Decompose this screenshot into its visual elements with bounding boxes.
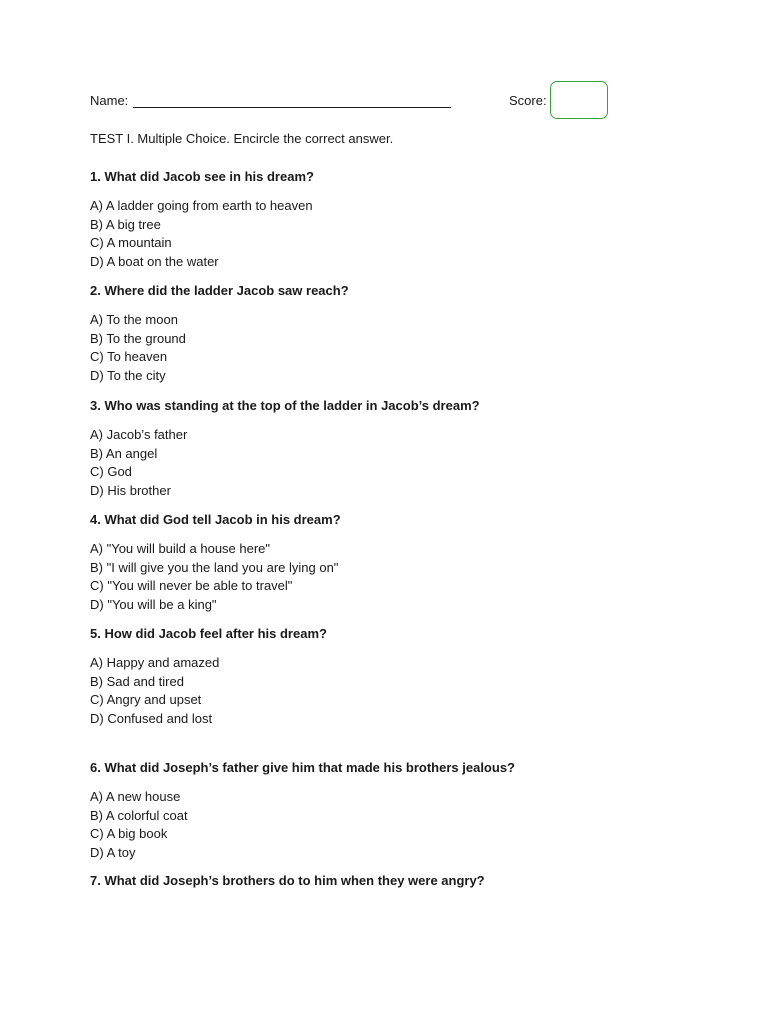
question-title: 3. Who was standing at the top of the ladder in Jacob’s dream?	[90, 398, 480, 413]
answer-options	[90, 788, 690, 863]
question-title: 4. What did God tell Jacob in his dream?	[90, 512, 341, 527]
answer-option[interactable]: D) His brother	[90, 483, 171, 499]
name-label: Name:	[90, 93, 129, 108]
name-field-line[interactable]	[133, 107, 451, 108]
question-3	[90, 398, 690, 501]
question-title: 2. Where did the ladder Jacob saw reach?	[90, 283, 349, 298]
answer-option[interactable]: C) A big book	[90, 826, 168, 842]
score-label: Score:	[509, 93, 547, 108]
answer-option[interactable]: C) God	[90, 464, 132, 480]
answer-option[interactable]: B) A big tree	[90, 216, 161, 232]
answer-option[interactable]: B) "I will give you the land you are lying on"	[90, 559, 339, 575]
score-box[interactable]	[550, 81, 608, 119]
question-2	[90, 283, 690, 386]
answer-option[interactable]: D) "You will be a king"	[90, 597, 217, 613]
answer-option[interactable]: A) To the moon	[90, 312, 178, 327]
answer-option[interactable]: B) An angel	[90, 445, 158, 461]
answer-options	[90, 311, 690, 386]
answer-option[interactable]: A) Jacob’s father	[90, 427, 188, 442]
header-row	[90, 80, 630, 122]
test-instructions: TEST I. Multiple Choice. Encircle the correct answer.	[90, 131, 394, 146]
answer-options	[90, 540, 690, 615]
question-title: 1. What did Jacob see in his dream?	[90, 169, 314, 184]
question-title: 6. What did Joseph’s father give him that made his brothers jealous?	[90, 760, 515, 775]
worksheet-page	[90, 0, 690, 1024]
answer-option[interactable]: C) "You will never be able to travel"	[90, 578, 293, 594]
answer-option[interactable]: D) A toy	[90, 845, 136, 861]
answer-option[interactable]: D) A boat on the water	[90, 254, 219, 270]
question-title: 7. What did Joseph’s brothers do to him when they were angry?	[90, 873, 485, 888]
answer-option[interactable]: B) To the ground	[90, 330, 186, 346]
answer-option[interactable]: C) To heaven	[90, 349, 168, 365]
answer-option[interactable]: A) "You will build a house here"	[90, 541, 271, 556]
answer-option[interactable]: D) Confused and lost	[90, 711, 213, 727]
answer-option[interactable]: D) To the city	[90, 368, 166, 384]
question-6	[90, 760, 690, 863]
answer-option[interactable]: A) A new house	[90, 789, 181, 804]
question-7	[90, 873, 690, 901]
answer-option[interactable]: C) Angry and upset	[90, 692, 202, 708]
answer-option[interactable]: C) A mountain	[90, 235, 172, 251]
question-5	[90, 626, 690, 729]
answer-option[interactable]: B) A colorful coat	[90, 807, 188, 823]
answer-option[interactable]: A) Happy and amazed	[90, 655, 220, 670]
question-1	[90, 169, 690, 272]
question-title: 5. How did Jacob feel after his dream?	[90, 626, 327, 641]
answer-options	[90, 654, 690, 729]
answer-option[interactable]: B) Sad and tired	[90, 673, 184, 689]
answer-options	[90, 197, 690, 272]
question-4	[90, 512, 690, 615]
answer-option[interactable]: A) A ladder going from earth to heaven	[90, 198, 313, 213]
answer-options	[90, 426, 690, 501]
